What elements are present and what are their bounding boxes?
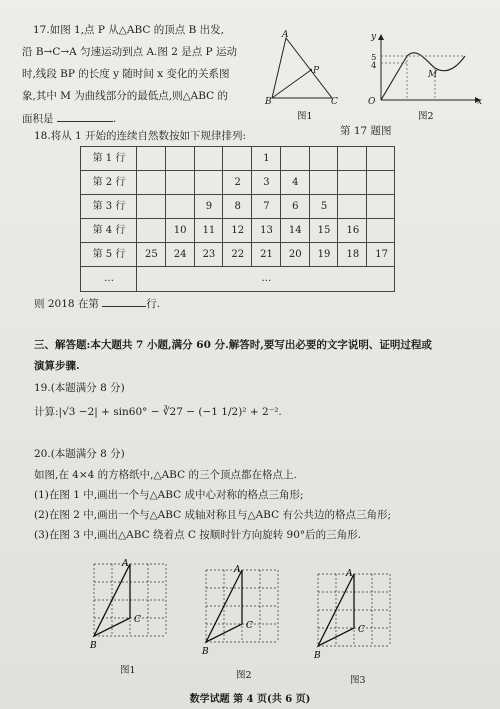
table-cell: 13 [251,219,281,243]
vertex-C-label: C [358,625,365,635]
table-cell [280,147,310,171]
row-label: 第 5 行 [80,243,137,267]
table-cell: 8 [222,195,252,219]
q20-part2: (2)在图 2 中,画出一个与△ABC 成轴对称且与△ABC 有公共边的格点三角形; [34,509,391,521]
row-label: 第 3 行 [80,195,137,219]
section3-line2: 演算步骤. [34,360,80,372]
q20-figure-2 [200,564,300,664]
table-cell: 19 [309,243,339,267]
table-cell [136,219,166,243]
table-cell: 23 [194,243,224,267]
q17-fig1-A: A [282,30,289,40]
table-cell: 10 [165,219,195,243]
table-cell: 22 [222,243,252,267]
q17-figure-1 [262,32,342,112]
q20-title: 20.(本题满分 8 分) [34,448,125,460]
table-cell: 24 [165,243,195,267]
table-cell [366,147,396,171]
q20-fig1-label: 图1 [120,665,136,676]
q17-line1: 17.如图 1,点 P 从△ABC 的顶点 B 出发, [33,24,224,36]
q17-answer-blank[interactable] [57,111,113,122]
q18-ellipsis-cells: … [136,267,396,291]
row-label: 第 4 行 [80,219,137,243]
q17-fig2-4: 4 [371,61,377,71]
q19-expression: 计算:|√3 −2| + sin60° − ∛27 − (−1 1/2)² + 2⁻². [34,406,282,418]
table-cell [136,195,166,219]
table-cell: 12 [222,219,252,243]
vertex-C-label: C [246,621,253,631]
q20-part3: (3)在图 3 中,画出△ABC 绕着点 C 按顺时针方向旋转 90°后的三角形. [34,529,362,541]
q18-answer-blank[interactable] [102,296,146,307]
table-cell [337,171,367,195]
table-cell [165,171,195,195]
table-cell [165,147,195,171]
table-cell: 1 [251,147,281,171]
q18-text: 18.将从 1 开始的连续自然数按如下规律排列: [34,130,247,142]
table-cell: 2 [222,171,252,195]
q18-answer-suffix: 行. [146,298,161,310]
table-cell [366,171,396,195]
q17-line3: 时,线段 BP 的长度 y 随时间 x 变化的关系图 [22,68,230,80]
table-cell [366,219,396,243]
row-label: 第 2 行 [80,171,137,195]
table-row [80,218,395,243]
table-cell [309,171,339,195]
table-cell: 20 [280,243,310,267]
q17-fig2-y: y [371,32,377,42]
table-row [80,194,395,219]
table-cell [136,147,166,171]
table-row [80,242,395,267]
q20-figure-1 [88,558,188,658]
table-cell [309,147,339,171]
table-cell: 21 [251,243,281,267]
table-row [80,146,395,171]
table-cell [194,171,224,195]
q17-fig1-B: B [265,97,272,107]
q17-line5 [22,111,116,126]
q17-fig1-P: P [313,66,320,76]
section3-line1: 三、解答题:本大题共 7 小题,满分 60 分.解答时,要写出必要的文字说明、证明过程或 [34,339,432,351]
table-cell: 9 [194,195,224,219]
table-cell: 15 [309,219,339,243]
table-cell: 5 [309,195,339,219]
q17-fig2-label: 图2 [418,111,434,122]
table-row [80,170,395,195]
vertex-A-label: A [122,559,129,569]
q17-fig2-5: 5 [371,53,377,63]
q17-fig1-label: 图1 [297,111,313,122]
table-cell: 18 [337,243,367,267]
vertex-A-label: A [346,569,353,579]
table-cell: 14 [280,219,310,243]
table-cell [194,147,224,171]
q20-figure-3 [312,568,412,668]
row-label: 第 1 行 [80,147,137,171]
table-cell [337,147,367,171]
table-cell [222,147,252,171]
table-cell: 16 [337,219,367,243]
q20-fig2-label: 图2 [236,670,252,681]
q17-fig2-O: O [368,97,376,107]
q17-line5-text: 面积是 [22,113,54,125]
table-cell: 3 [251,171,281,195]
q17-caption: 第 17 题图 [340,125,392,137]
q17-fig2-x: x [477,97,483,107]
q17-line5-end: . [112,113,117,125]
q18-number-table [80,146,395,292]
table-cell [366,195,396,219]
vertex-C-label: C [134,615,141,625]
q17-line2: 沿 B→C→A 匀速运动到点 A.图 2 是点 P 运动 [22,46,237,58]
vertex-B-label: B [202,647,209,657]
vertex-A-label: A [234,565,241,575]
q20-intro: 如图,在 4×4 的方格纸中,△ABC 的三个顶点都在格点上. [34,469,297,481]
q17-fig2-M: M [428,70,438,80]
vertex-B-label: B [90,641,97,651]
q20-fig3-label: 图3 [350,675,366,686]
table-cell: 7 [251,195,281,219]
table-cell: 6 [280,195,310,219]
table-cell [337,195,367,219]
q18-answer-prefix: 则 2018 在第 [34,298,99,310]
table-cell: 17 [366,243,396,267]
q18-answer-line [34,296,160,311]
page-footer: 数学试题 第 4 页(共 6 页) [189,694,311,705]
q19-title: 19.(本题满分 8 分) [34,382,125,394]
table-cell: 25 [136,243,166,267]
q17-fig1-C: C [331,97,338,107]
table-cell [136,171,166,195]
q20-part1: (1)在图 1 中,画出一个与△ABC 成中心对称的格点三角形; [34,489,304,501]
q18-ellipsis-row [80,266,395,291]
table-cell [165,195,195,219]
q18-ellipsis-label: … [80,267,137,291]
table-cell: 11 [194,219,224,243]
table-cell: 4 [280,171,310,195]
vertex-B-label: B [314,651,321,661]
q17-line4: 象,其中 M 为曲线部分的最低点,则△ABC 的 [22,90,229,102]
